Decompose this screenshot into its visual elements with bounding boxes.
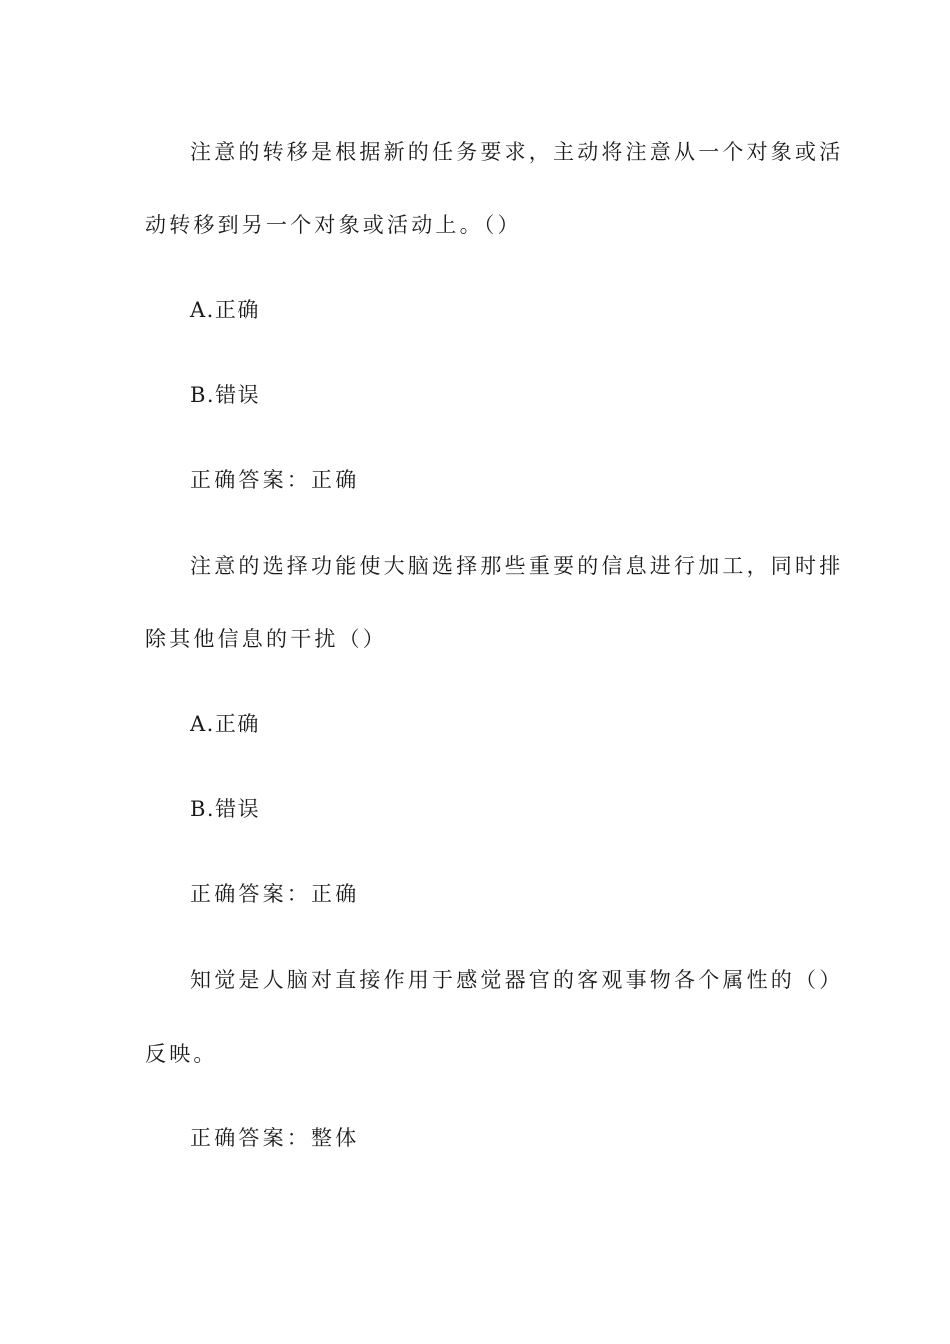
question-3-stem-line-1: 知觉是人脑对直接作用于感觉器官的客观事物各个属性的（） [190, 968, 844, 992]
question-2-stem-line-2: 除其他信息的干扰（） [145, 627, 387, 651]
question-2-option-b: B.错误 [190, 797, 261, 821]
question-3-stem-line-2: 反映。 [145, 1042, 218, 1066]
question-1-answer: 正确答案：正确 [190, 468, 360, 492]
question-1-stem-line-1: 注意的转移是根据新的任务要求，主动将注意从一个对象或活 [190, 140, 844, 164]
question-2-stem-line-1: 注意的选择功能使大脑选择那些重要的信息进行加工，同时排 [190, 554, 844, 578]
question-1-option-a: A.正确 [190, 298, 260, 322]
question-1-stem-line-2: 动转移到另一个对象或活动上。（） [145, 213, 522, 237]
question-1-option-b: B.错误 [190, 383, 261, 407]
question-3-answer: 正确答案：整体 [190, 1126, 360, 1150]
question-2-option-a: A.正确 [190, 712, 260, 736]
question-2-answer: 正确答案：正确 [190, 882, 360, 906]
